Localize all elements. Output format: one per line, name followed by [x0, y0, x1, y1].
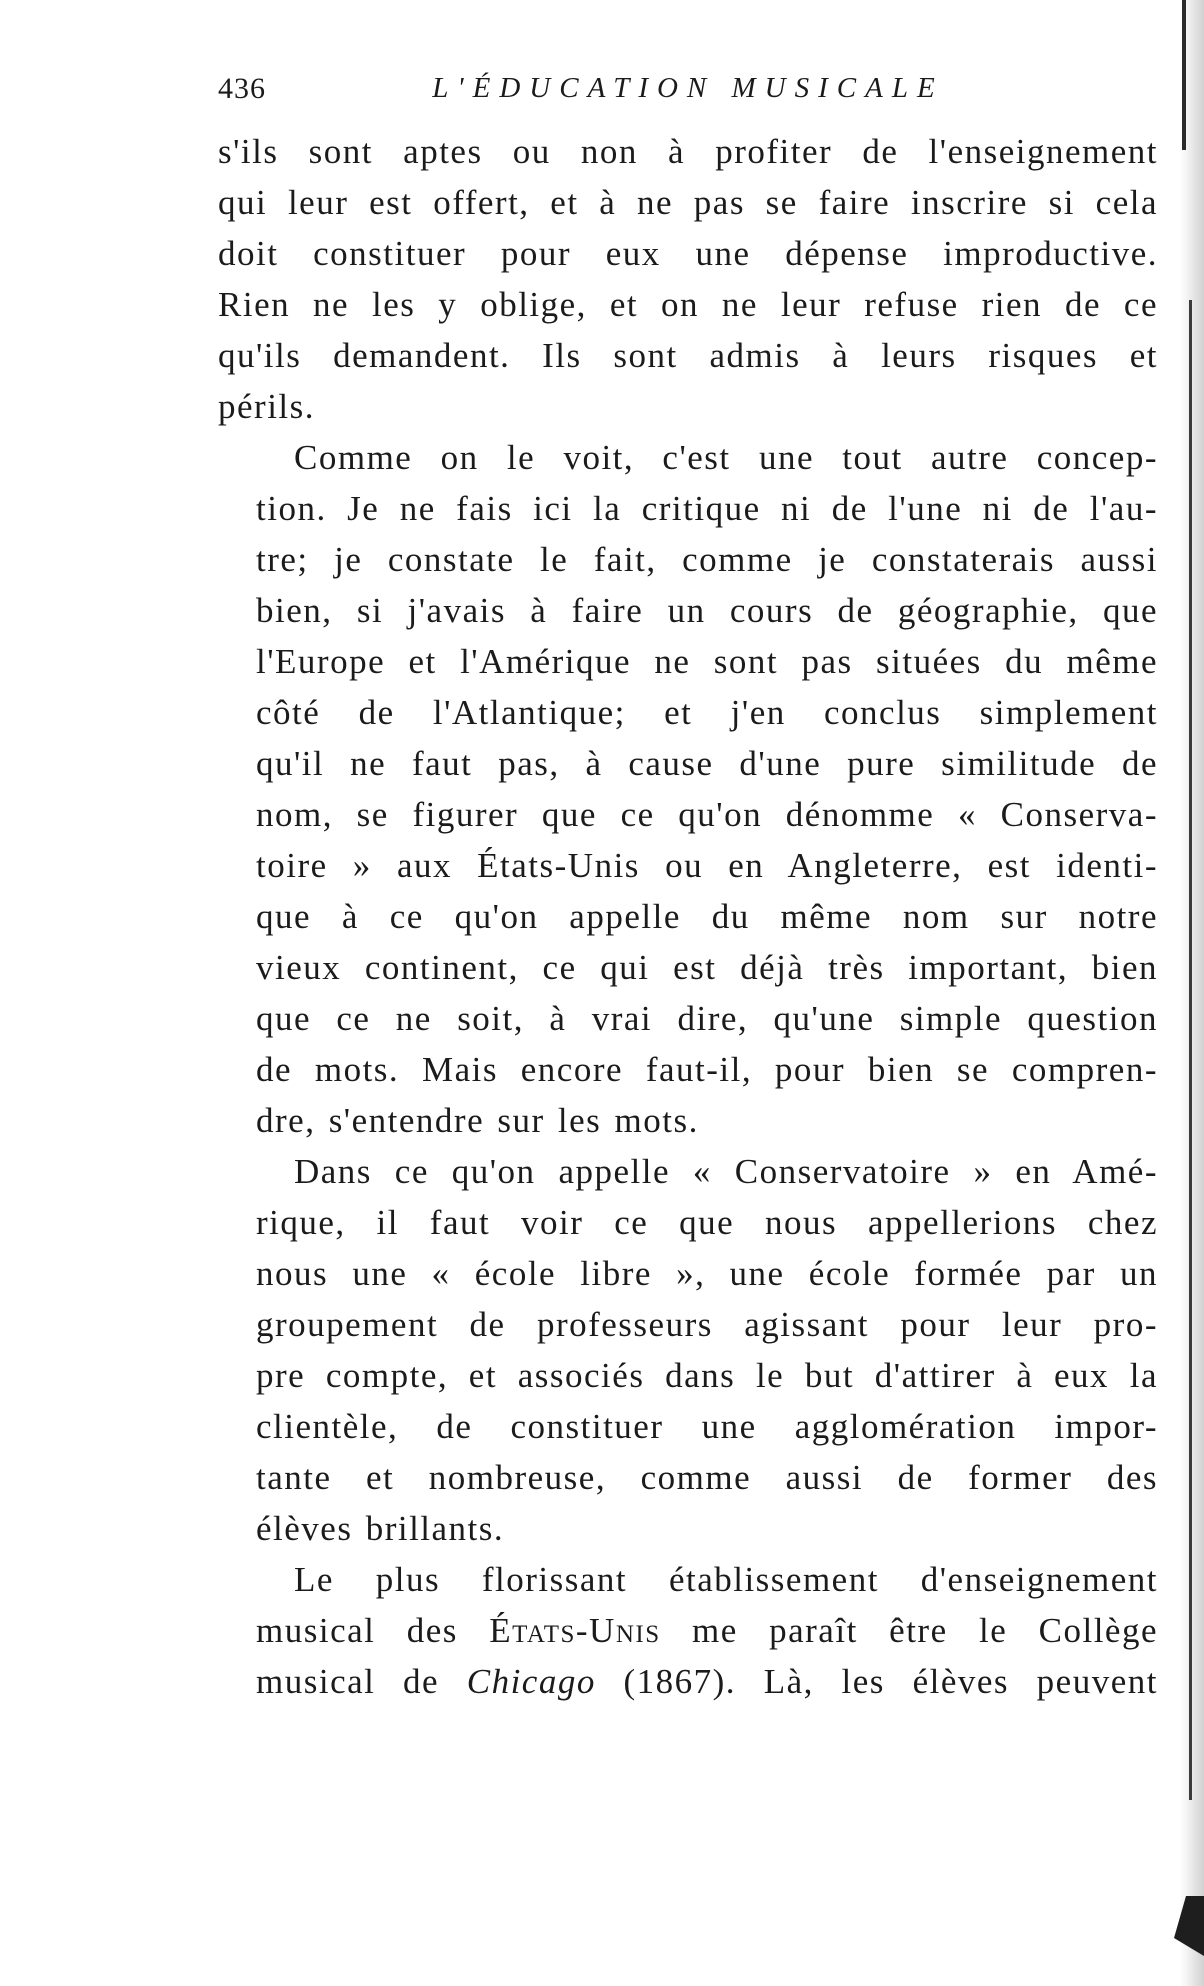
- text-line: toire » aux États-Unis ou en Angleterre, est identi-: [256, 846, 1158, 885]
- text-line: tre; je constate le fait, comme je constaterais aussi: [256, 540, 1158, 579]
- running-title: L'ÉDUCATION MUSICALE: [432, 72, 944, 104]
- text-line: tante et nombreuse, comme aussi de former des: [256, 1458, 1158, 1497]
- italic-run: Chicago: [466, 1662, 596, 1701]
- text-line: périls.: [218, 387, 316, 426]
- text-line: que à ce qu'on appelle du même nom sur notre: [256, 897, 1158, 936]
- text-line: bien, si j'avais à faire un cours de géographie, que: [256, 591, 1158, 630]
- text-line: tion. Je ne fais ici la critique ni de l'une ni de l'au-: [256, 489, 1158, 528]
- page-edge-line: [1189, 300, 1192, 1800]
- paragraph-2: [218, 432, 1158, 1146]
- text-line: élèves brillants.: [256, 1509, 505, 1548]
- body-text: [218, 126, 1158, 1707]
- text-line: pre compte, et associés dans le but d'attirer à eux la: [256, 1356, 1158, 1395]
- text-line: Le plus florissant établissement d'enseignement: [294, 1560, 1158, 1599]
- text-line: de mots. Mais encore faut-il, pour bien se compren-: [256, 1050, 1158, 1089]
- page-corner-mark: [1174, 1896, 1204, 1956]
- text-line: côté de l'Atlantique; et j'en conclus simplement: [256, 693, 1158, 732]
- text-line: dre, s'entendre sur les mots.: [256, 1101, 699, 1140]
- text-line: Comme on le voit, c'est une tout autre concep-: [294, 438, 1158, 477]
- text-line: rique, il faut voir ce que nous appellerions chez: [256, 1203, 1158, 1242]
- text-line: s'ils sont aptes ou non à profiter de l'enseignement: [218, 132, 1158, 171]
- text-line: Dans ce qu'on appelle « Conservatoire » en Amé-: [294, 1152, 1158, 1191]
- page-edge-line: [1182, 0, 1186, 150]
- text-run: (1867). Là, les élèves peuvent: [595, 1662, 1158, 1701]
- paragraph-1: [218, 126, 1158, 432]
- text-line: [218, 1605, 1158, 1656]
- text-line: qu'ils demandent. Ils sont admis à leurs risques et: [218, 336, 1158, 375]
- text-line: l'Europe et l'Amérique ne sont pas situées du même: [256, 642, 1158, 681]
- page-edge-shadow: [1180, 0, 1204, 1986]
- text-line: que ce ne soit, à vrai dire, qu'une simple question: [256, 999, 1158, 1038]
- page-header: [218, 72, 1158, 112]
- text-run: musical des: [256, 1611, 490, 1650]
- text-line: nom, se figurer que ce qu'on dénomme « Conserva-: [256, 795, 1158, 834]
- text-line: nous une « école libre », une école formée par un: [256, 1254, 1158, 1293]
- paragraph-3: [218, 1146, 1158, 1554]
- text-line: clientèle, de constituer une agglomération impor-: [256, 1407, 1158, 1446]
- text-line: [218, 1656, 1158, 1707]
- text-line: groupement de professeurs agissant pour leur pro-: [256, 1305, 1158, 1344]
- text-line: doit constituer pour eux une dépense improductive.: [218, 234, 1158, 273]
- text-line: vieux continent, ce qui est déjà très important, bien: [256, 948, 1158, 987]
- text-line: Rien ne les y oblige, et on ne leur refuse rien de ce: [218, 285, 1158, 324]
- small-caps-run: États-Unis: [489, 1611, 661, 1650]
- text-line: qui leur est offert, et à ne pas se faire inscrire si cela: [218, 183, 1158, 222]
- text-line: qu'il ne faut pas, à cause d'une pure similitude de: [256, 744, 1158, 783]
- paragraph-4: [218, 1554, 1158, 1707]
- text-run: musical de: [256, 1662, 467, 1701]
- page-number: 436: [218, 72, 266, 105]
- text-run: me paraît être le Collège: [660, 1611, 1158, 1650]
